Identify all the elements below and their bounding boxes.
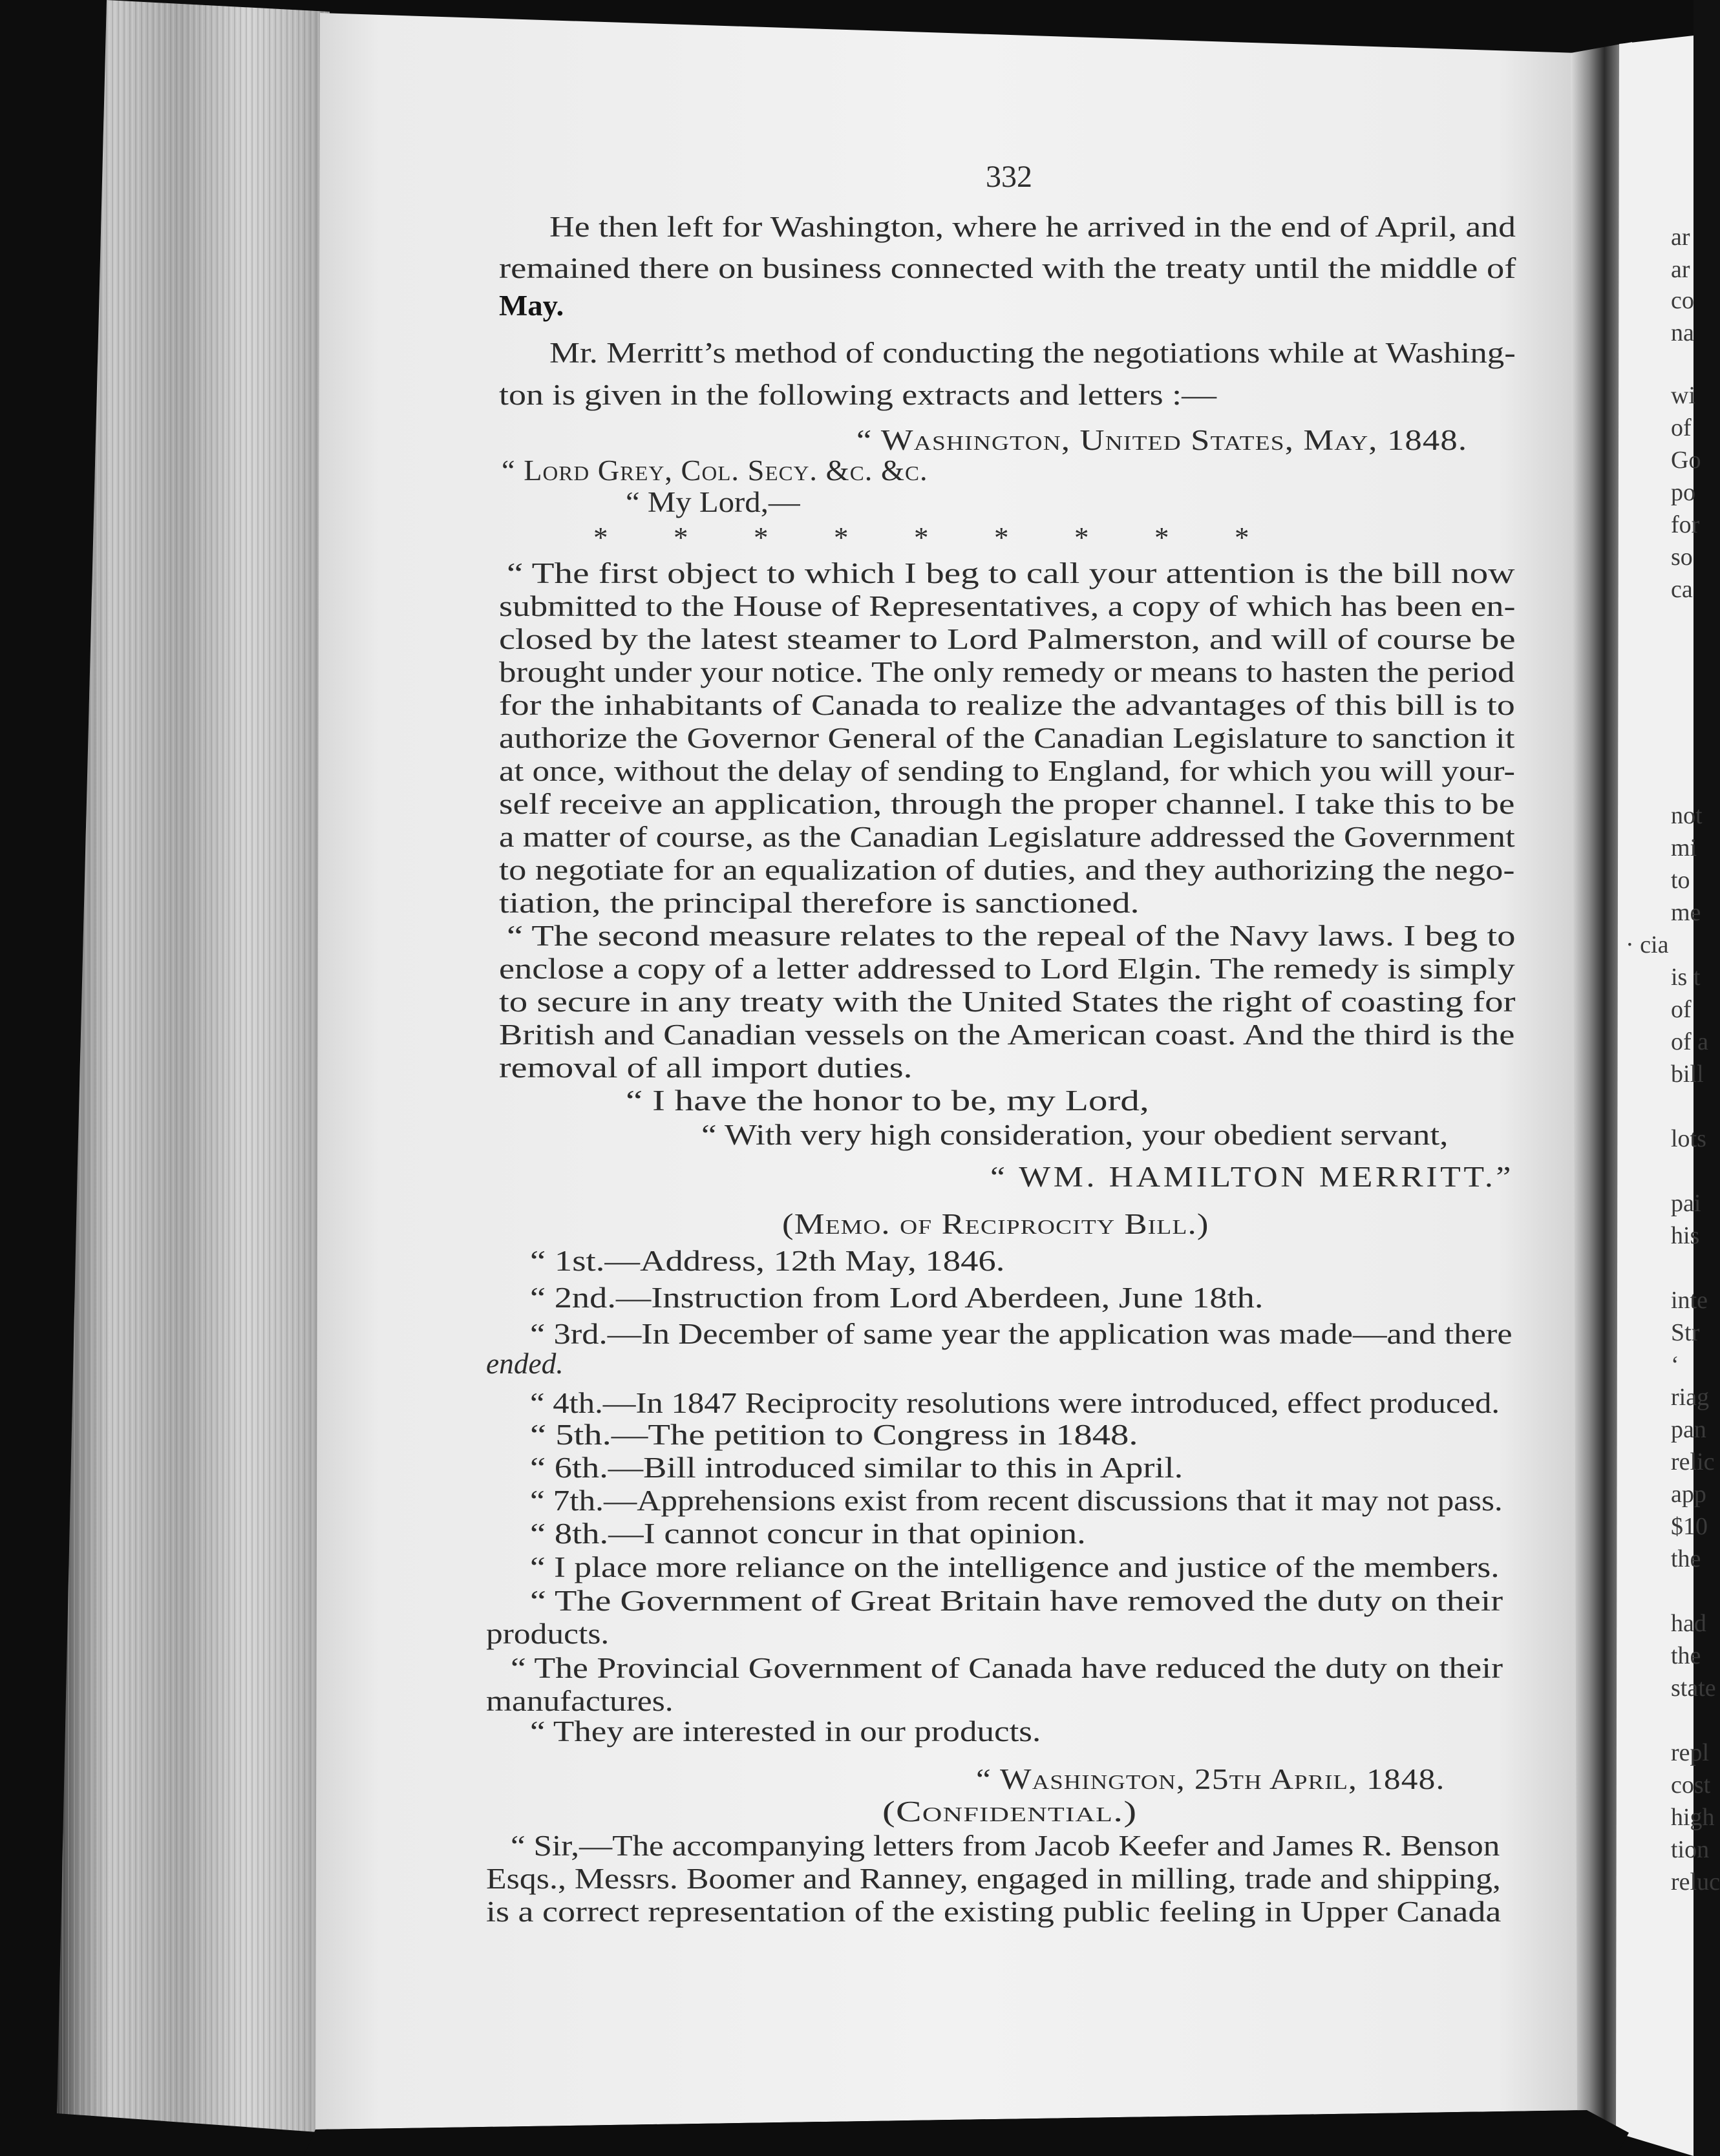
facing-page-fragment: to	[1671, 867, 1690, 894]
facing-page-fragment: wi	[1671, 382, 1695, 409]
text-line: enclose a copy of a letter addressed to Lord Elgin. The remedy is simply	[499, 953, 1515, 985]
text-line: May.	[499, 290, 564, 322]
facing-page-fragment: repl	[1671, 1739, 1710, 1766]
text-line: remained there on business connected with the treaty until the middle of	[499, 252, 1516, 284]
text-line: ton is given in the following extracts and letters :—	[499, 379, 1217, 411]
text-line: “ 6th.—Bill introduced similar to this in April.	[530, 1452, 1184, 1484]
text-line: “ I have the honor to be, my Lord,	[626, 1084, 1149, 1117]
text-line: “ 5th.—The petition to Congress in 1848.	[530, 1419, 1138, 1451]
page-number: 332	[986, 160, 1032, 194]
facing-page-fragment: pan	[1671, 1416, 1706, 1443]
text-line: authorize the Governor General of the Canadian Legislature to sanction it	[499, 722, 1515, 754]
facing-page-fragment: inte	[1671, 1287, 1708, 1314]
facing-page-fragment: not	[1671, 802, 1703, 829]
ellipsis-star: *	[1235, 522, 1249, 554]
text-line: (Memo. of Reciprocity Bill.)	[782, 1208, 1209, 1240]
facing-page-fragment: for	[1671, 511, 1700, 538]
text-line: “ Sir,—The accompanying letters from Jacob Keefer and James R. Benson	[511, 1830, 1500, 1862]
text-line: He then left for Washington, where he arrived in the end of April, and	[549, 211, 1516, 243]
facing-page-fragment: co	[1671, 287, 1694, 314]
facing-page-fragment: the	[1671, 1642, 1701, 1669]
text-line: “ I place more reliance on the intelligence and justice of the members.	[530, 1551, 1500, 1583]
text-line: to secure in any treaty with the United States the right of coasting for	[499, 986, 1516, 1018]
facing-page-fragment: $10	[1671, 1513, 1708, 1540]
facing-page-fragment: Str	[1671, 1319, 1700, 1346]
text-line: “ Washington, 25th April, 1848.	[976, 1763, 1445, 1795]
facing-page-fragment: na	[1671, 319, 1694, 346]
ellipsis-star: *	[1154, 522, 1169, 554]
text-line: “ With very high consideration, your obedient servant,	[701, 1119, 1449, 1151]
text-line: tiation, the principal therefore is sanctioned.	[499, 887, 1140, 919]
text-line: British and Canadian vessels on the American coast. And the third is the	[499, 1019, 1515, 1051]
facing-page-fragment: ca	[1671, 576, 1693, 603]
ellipsis-stars	[593, 521, 1315, 555]
facing-page-fragment: relic	[1671, 1448, 1715, 1475]
facing-page-fragment: is t	[1671, 964, 1701, 991]
text-line: for the inhabitants of Canada to realize the advantages of this bill is to	[499, 689, 1515, 721]
facing-page-fragment: bill	[1671, 1061, 1704, 1088]
facing-page-fragment: po	[1671, 479, 1695, 506]
text-line: “ Washington, United States, May, 1848.	[856, 424, 1468, 456]
text-line: (Confidential.)	[882, 1795, 1138, 1828]
facing-page-fragment: the	[1671, 1545, 1701, 1572]
facing-page-fragment: state	[1671, 1675, 1716, 1702]
text-line: Mr. Merritt’s method of conducting the negotiations while at Washing-	[549, 337, 1516, 369]
facing-page-fragment: ar	[1671, 224, 1690, 251]
facing-page-fragment: pai	[1671, 1190, 1701, 1217]
facing-page-fragment: of	[1671, 996, 1692, 1023]
text-line: Esqs., Messrs. Boomer and Ranney, engaged in milling, trade and shipping,	[486, 1863, 1501, 1895]
facing-page-fragment: app	[1671, 1481, 1706, 1508]
text-line: “ The first object to which I beg to call your attention is the bill now	[507, 557, 1515, 589]
facing-page-fragment: high	[1671, 1804, 1715, 1831]
facing-page-fragment: so	[1671, 544, 1693, 571]
ellipsis-star: *	[834, 522, 849, 554]
text-line: “ 3rd.—In December of same year the application was made—and there	[530, 1318, 1513, 1350]
facing-page-fragment: riag	[1671, 1384, 1710, 1411]
text-line: a matter of course, as the Canadian Legislature addressed the Government	[499, 821, 1515, 853]
facing-page-fragment: lots	[1671, 1125, 1706, 1152]
text-line: ended.	[486, 1348, 564, 1380]
facing-page-fragment: ar	[1671, 256, 1690, 283]
text-line: brought under your notice. The only remedy or means to hasten the period	[499, 656, 1515, 688]
text-line: is a correct representation of the existing public feeling in Upper Canada	[486, 1896, 1502, 1928]
text-line: “ The Provincial Government of Canada have reduced the duty on their	[511, 1652, 1503, 1684]
facing-page-fragment: tion	[1671, 1836, 1710, 1863]
text-line: manufactures.	[486, 1685, 674, 1717]
text-line: removal of all import duties.	[499, 1052, 913, 1084]
text-line: “ The Government of Great Britain have removed the duty on their	[530, 1585, 1503, 1617]
text-line: “ They are interested in our products.	[530, 1715, 1041, 1748]
text-line: “ 4th.—In 1847 Reciprocity resolutions were introduced, effect produced.	[530, 1387, 1500, 1419]
text-line: products.	[486, 1618, 610, 1650]
ellipsis-star: *	[914, 522, 929, 554]
ellipsis-star: *	[674, 522, 688, 554]
facing-page-fragment: his	[1671, 1222, 1700, 1249]
facing-page-fragment: me	[1671, 899, 1701, 926]
text-line: self receive an application, through the proper channel. I take this to be	[499, 788, 1515, 820]
facing-page-fragment: of	[1671, 414, 1692, 441]
text-line: “ My Lord,—	[626, 486, 800, 518]
facing-page-fragment: of a	[1671, 1028, 1709, 1055]
text-line: submitted to the House of Representatives, a copy of which has been en-	[499, 590, 1516, 622]
text-line: “ 7th.—Apprehensions exist from recent discussions that it may not pass.	[530, 1485, 1503, 1517]
text-line: “ Lord Grey, Col. Secy. &c. &c.	[502, 454, 928, 487]
text-line: “ 8th.—I cannot concur in that opinion.	[530, 1517, 1086, 1550]
facing-page-fragment: cost	[1671, 1771, 1711, 1799]
ellipsis-star: *	[1074, 522, 1089, 554]
facing-page-fragment: reluc	[1671, 1868, 1720, 1896]
facing-page-fragment: · cia	[1626, 931, 1669, 958]
ellipsis-star: *	[994, 522, 1009, 554]
text-line: at once, without the delay of sending to England, for which you will your-	[499, 755, 1516, 787]
text-line: “ 1st.—Address, 12th May, 1846.	[530, 1245, 1005, 1277]
text-line: “ WM. HAMILTON MERRITT.”	[990, 1161, 1514, 1193]
text-line: to negotiate for an equalization of duties, and they authorizing the nego-	[499, 854, 1515, 886]
facing-page-fragment: had	[1671, 1610, 1706, 1637]
text-line: “ 2nd.—Instruction from Lord Aberdeen, June 18th.	[530, 1282, 1264, 1314]
ellipsis-star: *	[754, 522, 769, 554]
ellipsis-star: *	[593, 522, 608, 554]
facing-page-fragment: ‘	[1671, 1351, 1679, 1379]
text-line: “ The second measure relates to the repeal of the Navy laws. I beg to	[507, 920, 1516, 952]
text-line: closed by the latest steamer to Lord Palmerston, and will of course be	[499, 623, 1516, 655]
facing-page-fragment: mi	[1671, 834, 1697, 861]
facing-page-fragment: Go	[1671, 447, 1701, 474]
